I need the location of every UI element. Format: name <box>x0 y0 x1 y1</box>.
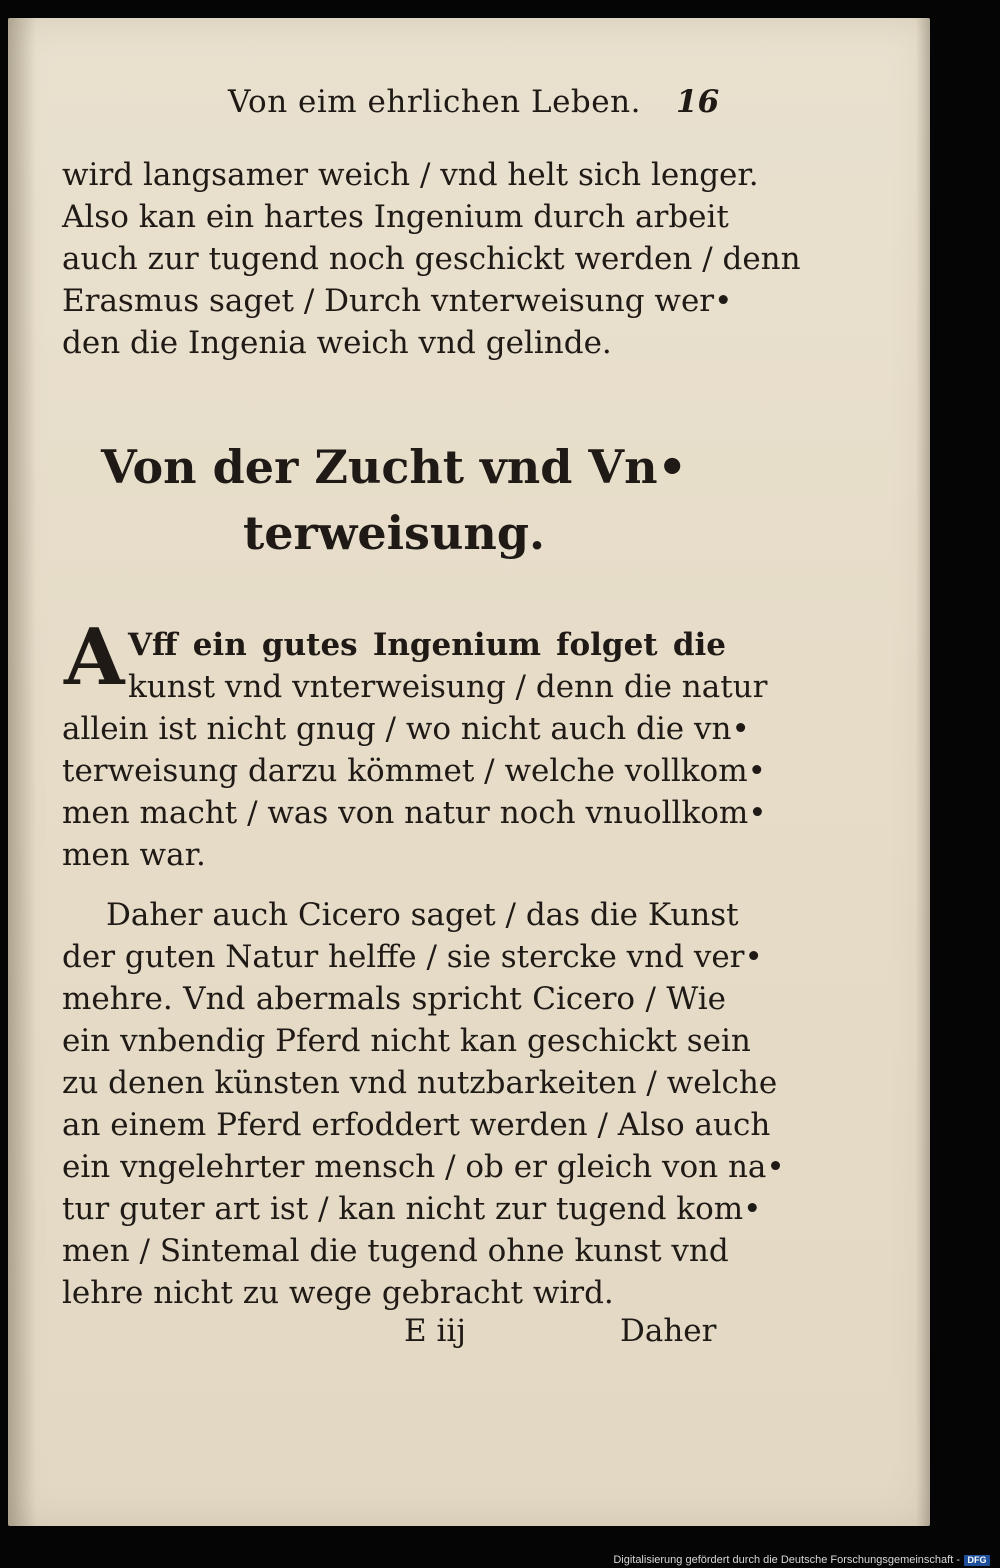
text-line: an einem Pferd erfoddert werden / Also auch <box>62 1107 771 1143</box>
signature-mark: E iij <box>404 1313 466 1349</box>
text-line: auch zur tugend noch geschickt werden / denn <box>62 241 801 277</box>
dfg-logo-icon: DFG <box>964 1555 990 1566</box>
page-number: 16 <box>676 84 720 120</box>
text-line: men war. <box>62 837 206 873</box>
text-line: terweisung darzu kömmet / welche vollkom• <box>62 753 766 789</box>
text-line: Daher auch Cicero saget / das die Kunst <box>106 897 739 933</box>
text-line: lehre nicht zu wege gebracht wird. <box>62 1275 614 1311</box>
text-line: der guten Natur helffe / sie stercke vnd ver• <box>62 939 763 975</box>
paragraph-1 <box>62 154 801 364</box>
paragraph-2 <box>62 624 768 876</box>
text-line: allein ist nicht gnug / wo nicht auch die vn• <box>62 711 750 747</box>
text-line: men macht / was von natur noch vnuollkom• <box>62 795 767 831</box>
text-line: den die Ingenia weich vnd gelinde. <box>62 325 612 361</box>
text-line: ein vnbendig Pferd nicht kan geschickt sein <box>62 1023 751 1059</box>
text-line: men / Sintemal die tugend ohne kunst vnd <box>62 1233 729 1269</box>
text-line: Erasmus saget / Durch vnterweisung wer• <box>62 283 733 319</box>
drop-cap: A <box>64 612 125 703</box>
heading-line: terweisung. <box>242 506 546 560</box>
text-line: ein vngelehrter mensch / ob er gleich von na• <box>62 1149 785 1185</box>
text-line: Also kan ein hartes Ingenium durch arbeit <box>62 199 729 235</box>
digitization-credit-bar <box>0 1552 1000 1568</box>
text-line: kunst vnd vnterweisung / denn die natur <box>128 669 768 705</box>
text-line: Vff ein gutes Ingenium folget die <box>128 627 726 663</box>
text-line: mehre. Vnd abermals spricht Cicero / Wie <box>62 981 726 1017</box>
heading-line: Von der Zucht vnd Vn• <box>101 440 687 494</box>
section-heading <box>62 434 726 566</box>
catchword: Daher <box>620 1313 717 1349</box>
text-line: wird langsamer weich / vnd helt sich lenger. <box>62 157 759 193</box>
running-head: Von eim ehrlichen Leben. <box>228 84 641 120</box>
text-line: tur guter art ist / kan nicht zur tugend kom• <box>62 1191 762 1227</box>
book-page <box>8 18 930 1526</box>
paragraph-3 <box>62 894 785 1314</box>
digitization-credit: Digitalisierung gefördert durch die Deutsche Forschungsgemeinschaft - <box>613 1554 960 1566</box>
text-line: zu denen künsten vnd nutzbarkeiten / welche <box>62 1065 778 1101</box>
